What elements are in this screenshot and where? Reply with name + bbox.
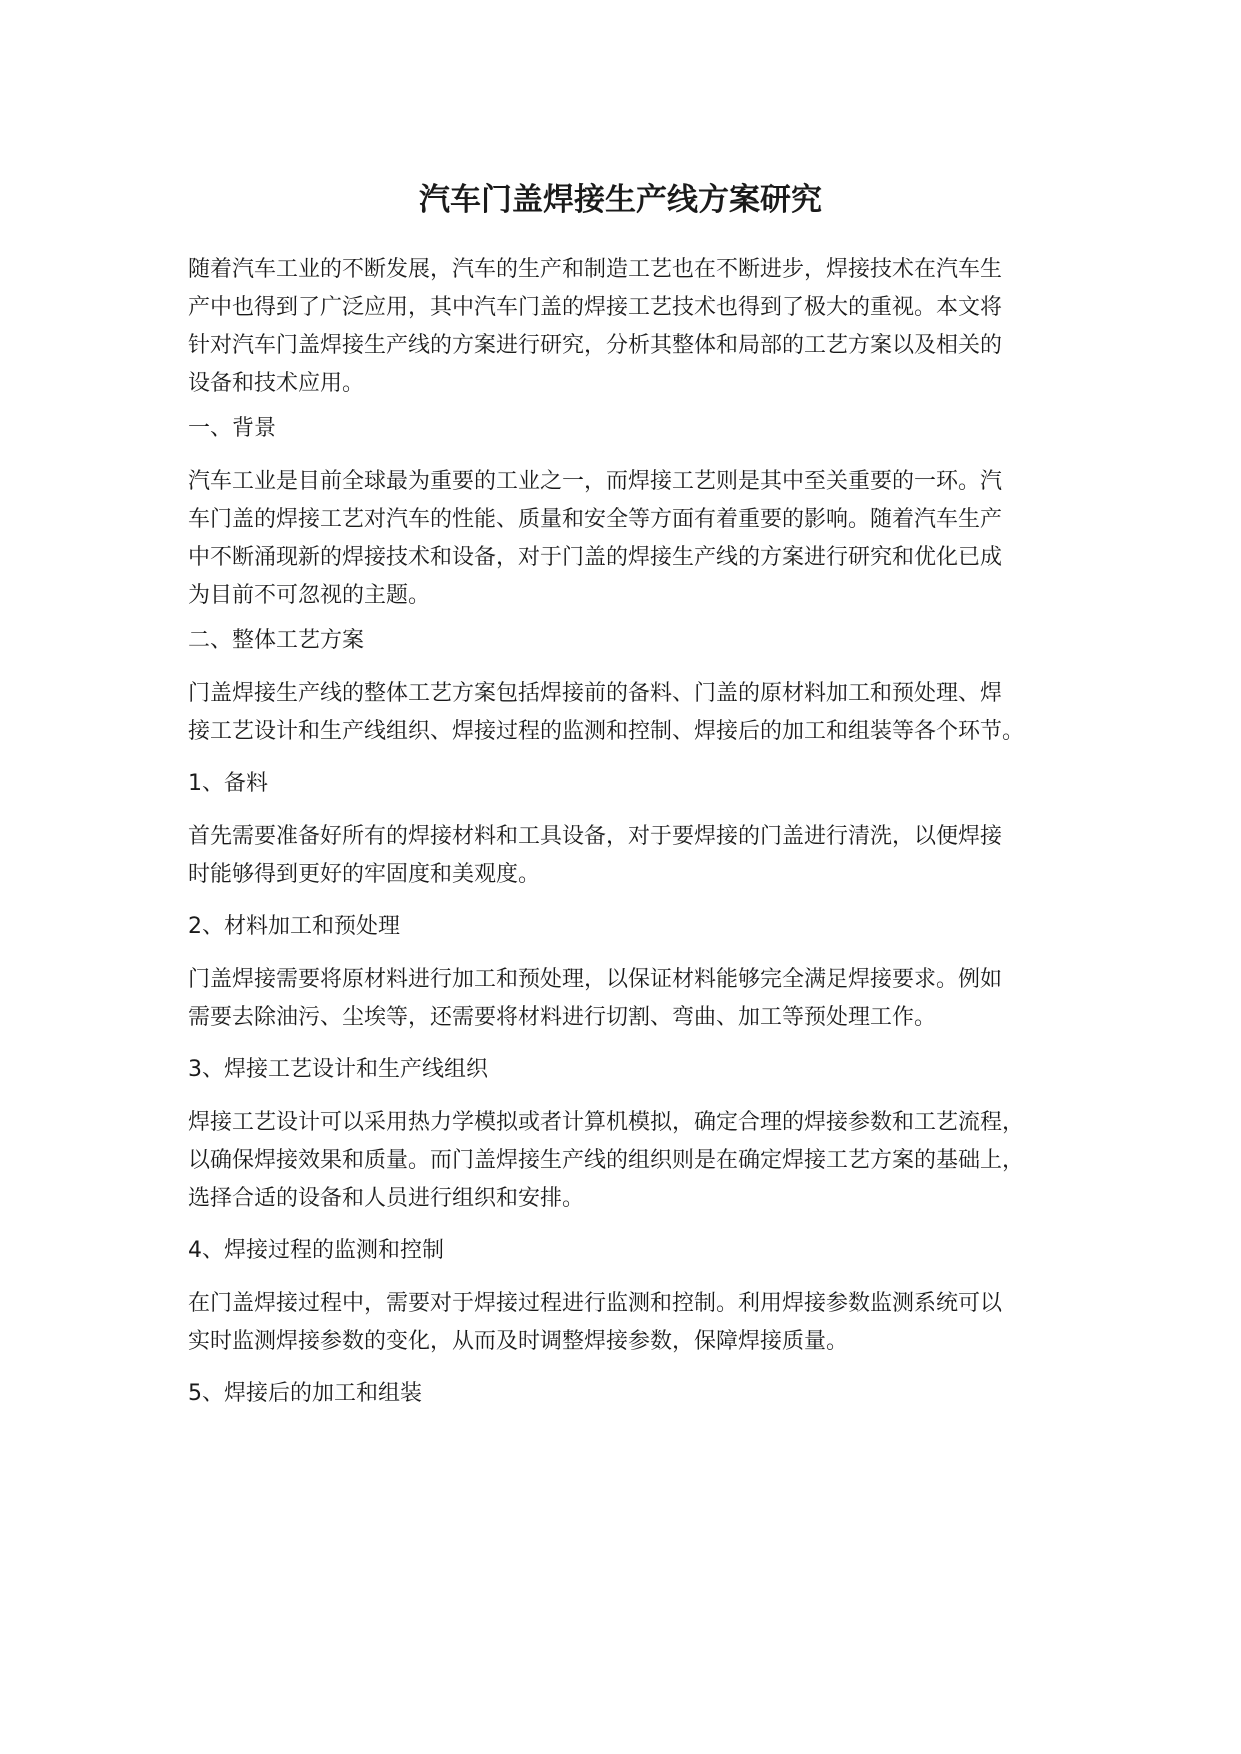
text-line: 选择合适的设备和人员进行组织和安排。	[188, 1186, 585, 1211]
text-line: 焊接工艺设计可以采用热力学模拟或者计算机模拟，确定合理的焊接参数和工艺流程，	[188, 1110, 1025, 1135]
subsection-heading-design: 3、焊接工艺设计和生产线组织	[188, 1057, 488, 1082]
text-line: 以确保焊接效果和质量。而门盖焊接生产线的组织则是在确定焊接工艺方案的基础上，	[188, 1148, 1025, 1173]
design-paragraph	[188, 1104, 1088, 1218]
subsection-heading-materials: 1、备料	[188, 771, 268, 796]
text-line: 产中也得到了广泛应用，其中汽车门盖的焊接工艺技术也得到了极大的重视。本文将	[188, 295, 1003, 320]
section-heading-background: 一、背景	[188, 416, 277, 441]
overall-process-paragraph	[188, 675, 1088, 751]
text-line: 时能够得到更好的牢固度和美观度。	[188, 862, 541, 887]
text-line: 门盖焊接生产线的整体工艺方案包括焊接前的备料、门盖的原材料加工和预处理、焊	[188, 681, 1003, 706]
processing-paragraph	[188, 961, 1088, 1037]
text-line: 在门盖焊接过程中，需要对于焊接过程进行监测和控制。利用焊接参数监测系统可以	[188, 1291, 1003, 1316]
section-heading-overall-process: 二、整体工艺方案	[188, 628, 365, 653]
text-line: 门盖焊接需要将原材料进行加工和预处理，以保证材料能够完全满足焊接要求。例如	[188, 967, 1003, 992]
text-line: 接工艺设计和生产线组织、焊接过程的监测和控制、焊接后的加工和组装等各个环节。	[188, 719, 1025, 744]
subsection-heading-processing: 2、材料加工和预处理	[188, 914, 400, 939]
text-line: 车门盖的焊接工艺对汽车的性能、质量和安全等方面有着重要的影响。随着汽车生产	[188, 507, 1003, 532]
text-line: 汽车工业是目前全球最为重要的工业之一，而焊接工艺则是其中至关重要的一环。汽	[188, 469, 1003, 494]
text-line: 为目前不可忽视的主题。	[188, 583, 431, 608]
text-line: 实时监测焊接参数的变化，从而及时调整焊接参数，保障焊接质量。	[188, 1329, 849, 1354]
document-title: 汽车门盖焊接生产线方案研究	[419, 182, 822, 218]
background-paragraph	[188, 463, 1088, 615]
subsection-heading-assembly: 5、焊接后的加工和组装	[188, 1381, 422, 1406]
subsection-heading-monitoring: 4、焊接过程的监测和控制	[188, 1238, 444, 1263]
text-line: 针对汽车门盖焊接生产线的方案进行研究，分析其整体和局部的工艺方案以及相关的	[188, 333, 1003, 358]
text-line: 首先需要准备好所有的焊接材料和工具设备，对于要焊接的门盖进行清洗，以便焊接	[188, 824, 1003, 849]
text-line: 中不断涌现新的焊接技术和设备，对于门盖的焊接生产线的方案进行研究和优化已成	[188, 545, 1003, 570]
text-line: 需要去除油污、尘埃等，还需要将材料进行切割、弯曲、加工等预处理工作。	[188, 1005, 937, 1030]
materials-paragraph	[188, 818, 1088, 894]
text-line: 设备和技术应用。	[188, 371, 365, 396]
text-line: 随着汽车工业的不断发展，汽车的生产和制造工艺也在不断进步，焊接技术在汽车生	[188, 257, 1003, 282]
intro-paragraph	[188, 251, 1088, 403]
monitoring-paragraph	[188, 1285, 1088, 1361]
